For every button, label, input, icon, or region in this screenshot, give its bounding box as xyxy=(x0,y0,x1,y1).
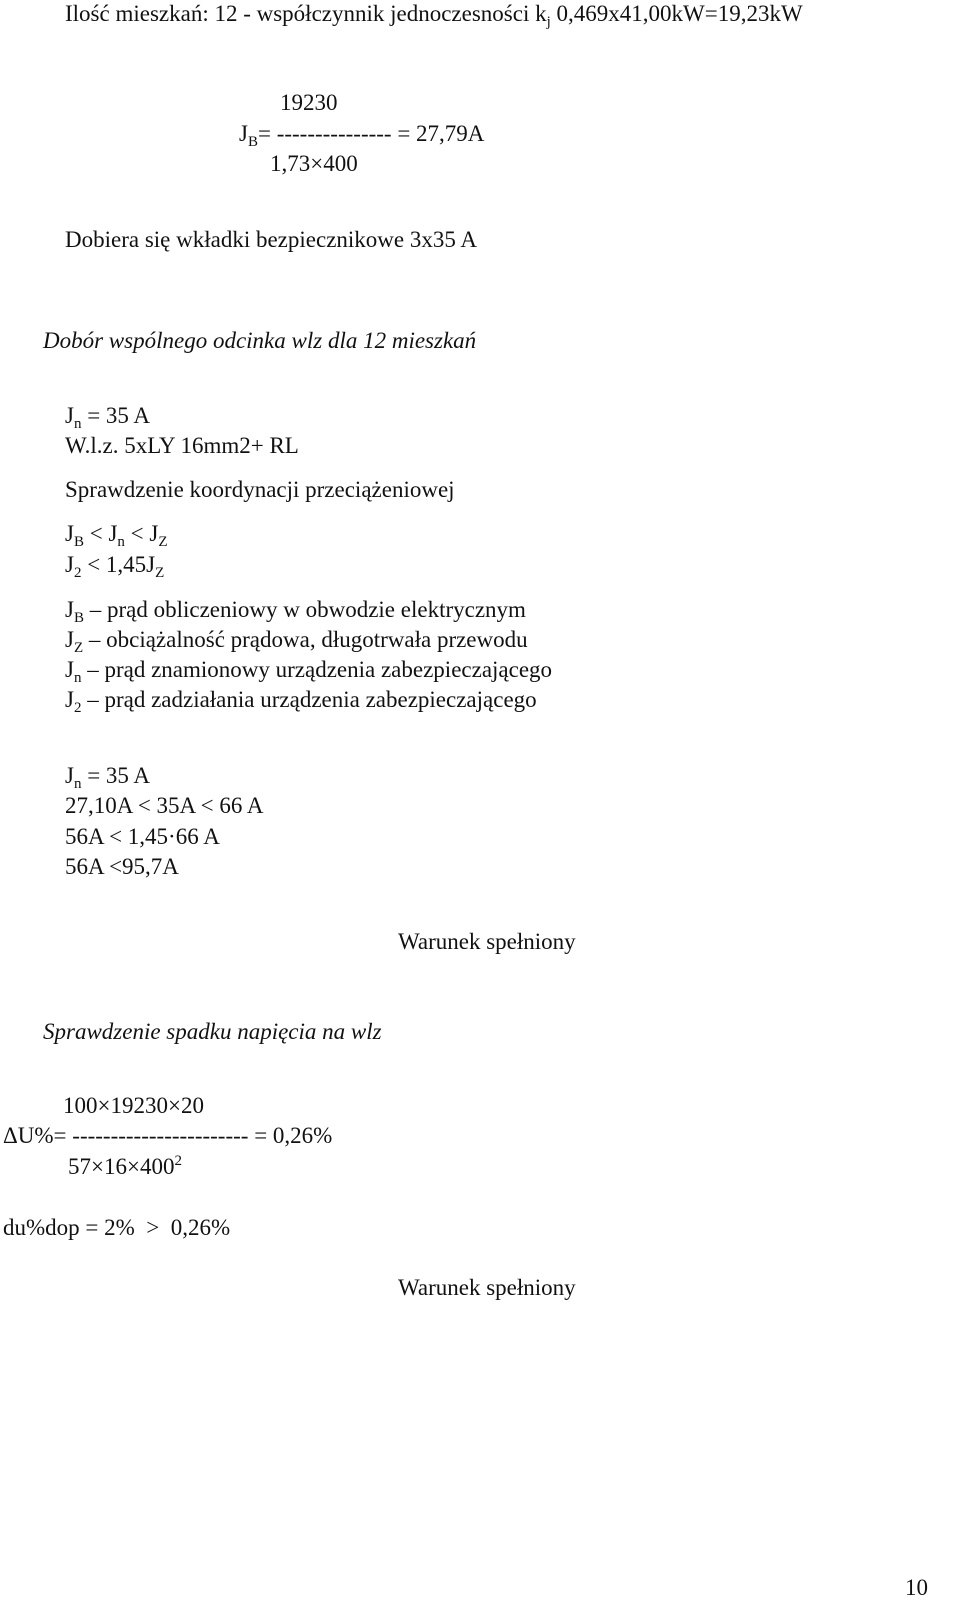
definition-j2: $J_2$ – prąd zadziałania urządzenia zabezpieczającego xyxy=(65,687,537,716)
households-line: Ilość mieszkań: 12 - współczynnik jednoczesności $k_j$ 0,469x41,00kW=19,23kW xyxy=(65,1,803,30)
section-title-wlz: Dobór wspólnego odcinka wlz dla 12 mieszkań xyxy=(43,328,477,353)
overload-check-title: Sprawdzenie koordynacji przeciążeniowej xyxy=(65,477,455,502)
definition-jb: $J_B$ – prąd obliczeniowy w obwodzie elektrycznym xyxy=(65,597,526,626)
du-dop-line: du%dop = 2% > 0,26% xyxy=(3,1215,231,1240)
result-1: Warunek spełniony xyxy=(398,929,576,954)
calc-line-3: 56A < 1,45·66 A xyxy=(65,824,220,849)
formula2-denominator: $57\times 16\times 400^2$ xyxy=(68,1153,182,1179)
result-2: Warunek spełniony xyxy=(398,1275,576,1300)
formula2-numerator: 100×19230×20 xyxy=(63,1093,204,1118)
condition-1: $J_B < J_n < J_Z$ xyxy=(65,521,168,550)
formula1-numerator: 19230 xyxy=(280,90,338,115)
calc-jn: $J_n = 35$ A xyxy=(65,763,151,792)
formula1-denominator: 1,73×400 xyxy=(270,151,358,176)
calc-line-2: 27,10A < 35A < 66 A xyxy=(65,793,264,818)
condition-2: $J_2 < 1,45J_Z$ xyxy=(65,552,165,581)
formula2-main: ΔU%= ----------------------- = 0,26% xyxy=(3,1123,333,1148)
jn-value: $J_n = 35$ A xyxy=(65,403,151,432)
calc-line-4: 56A <95,7A xyxy=(65,854,179,879)
page-number: 10 xyxy=(905,1575,928,1600)
definition-jn: $J_n$ – prąd znamionowy urządzenia zabezpieczającego xyxy=(65,657,553,686)
wlz-cable: W.l.z. 5xLY 16mm2+ RL xyxy=(65,433,299,458)
section-title-voltage-drop: Sprawdzenie spadku napięcia na wlz xyxy=(43,1019,382,1044)
formula1-main: $J_B=$ --------------- = 27,79A xyxy=(239,121,485,150)
fuse-selection: Dobiera się wkładki bezpiecznikowe 3x35 A xyxy=(65,227,477,252)
definition-jz: $J_Z$ – obciążalność prądowa, długotrwała przewodu xyxy=(65,627,528,656)
